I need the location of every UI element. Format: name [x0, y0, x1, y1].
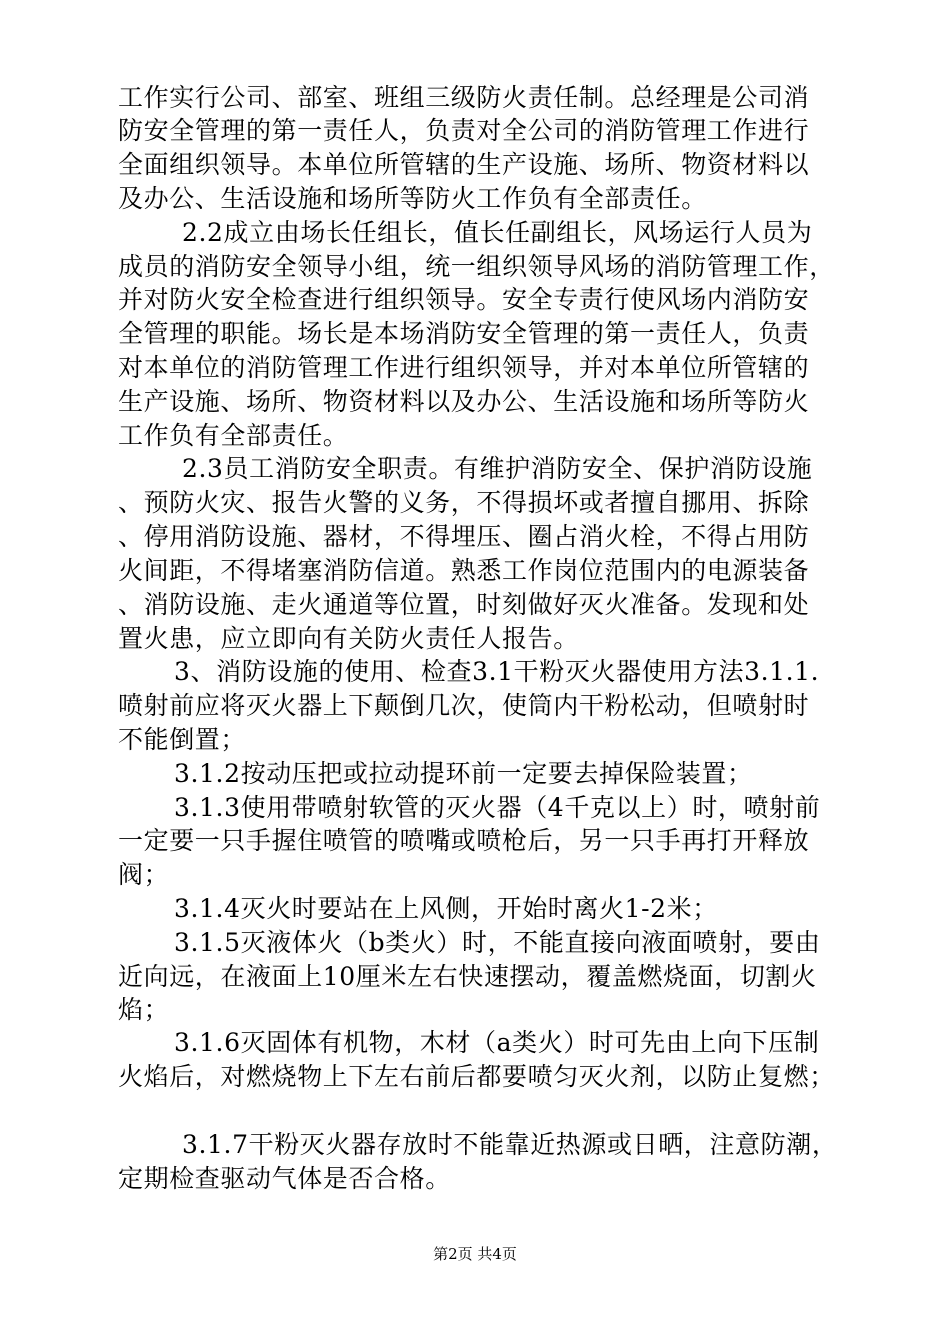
paragraph-line: 对本单位的消防管理工作进行组织领导，并对本单位所管辖的: [118, 353, 810, 382]
paragraph-line: 生产设施、场所、物资材料以及办公、生活设施和场所等防火: [118, 387, 810, 416]
paragraph-line: 工作实行公司、部室、班组三级防火责任制。总经理是公司消: [118, 83, 810, 112]
paragraph-line: 不能倒置；: [118, 725, 247, 754]
page-number-footer: 第2页 共4页: [433, 1245, 517, 1263]
paragraph-line: 、消防设施、走火通道等位置，时刻做好灭火准备。发现和处: [118, 590, 810, 619]
paragraph-line: 、预防火灾、报告火警的义务，不得损坏或者擅自挪用、拆除: [118, 488, 810, 517]
paragraph-line: 3.1.4灭火时要站在上风侧，开始时离火1-2米；: [174, 894, 718, 923]
paragraph-line: 、停用消防设施、器材，不得埋压、圈占消火栓，不得占用防: [118, 522, 810, 551]
paragraph-line: 3.1.5灭液体火（b类火）时，不能直接向液面喷射，要由: [174, 928, 821, 957]
paragraph-line: 3.1.7干粉灭火器存放时不能靠近热源或日晒，注意防潮，: [182, 1130, 838, 1159]
paragraph-line: 成员的消防安全领导小组，统一组织领导风场的消防管理工作，: [118, 252, 835, 281]
paragraph-line: 定期检查驱动气体是否合格。: [118, 1164, 451, 1193]
paragraph-line: 及办公、生活设施和场所等防火工作负有全部责任。: [118, 184, 707, 213]
paragraph-line: 3.1.6灭固体有机物，木材（a类火）时可先由上向下压制: [174, 1028, 820, 1057]
paragraph-line: 喷射前应将灭火器上下颠倒几次，使筒内干粉松动，但喷射时: [118, 691, 810, 720]
paragraph-line: 焰；: [118, 995, 170, 1024]
paragraph-line: 一定要一只手握住喷管的喷嘴或喷枪后，另一只手再打开释放: [118, 826, 810, 855]
paragraph-line: 2.3员工消防安全职责。有维护消防安全、保护消防设施: [182, 454, 813, 483]
paragraph-line: 3.1.2按动压把或拉动提环前一定要去掉保险装置；: [174, 759, 753, 788]
paragraph-line: 并对防火安全检查进行组织领导。安全专责行使风场内消防安: [118, 285, 810, 314]
paragraph-line: 3、消防设施的使用、检查3.1干粉灭火器使用方法3.1.1.: [174, 657, 820, 686]
paragraph-line: 置火患，应立即向有关防火责任人报告。: [118, 624, 579, 653]
paragraph-line: 3.1.3使用带喷射软管的灭火器（4千克以上）时，喷射前: [174, 793, 821, 822]
paragraph-line: 阀；: [118, 860, 170, 889]
paragraph-line: 近向远，在液面上10厘米左右快速摆动，覆盖燃烧面，切割火: [118, 962, 817, 991]
paragraph-line: 工作负有全部责任。: [118, 421, 349, 450]
paragraph-line: 火焰后，对燃烧物上下左右前后都要喷匀灭火剂，以防止复燃；: [118, 1062, 835, 1091]
paragraph-line: 2.2成立由场长任组长，值长任副组长，风场运行人员为: [182, 218, 813, 247]
paragraph-line: 火间距，不得堵塞消防信道。熟悉工作岗位范围内的电源装备: [118, 556, 810, 585]
paragraph-line: 全面组织领导。本单位所管辖的生产设施、场所、物资材料以: [118, 150, 810, 179]
paragraph-line: 全管理的职能。场长是本场消防安全管理的第一责任人，负责: [118, 319, 810, 348]
paragraph-line: 防安全管理的第一责任人，负责对全公司的消防管理工作进行: [118, 116, 810, 145]
